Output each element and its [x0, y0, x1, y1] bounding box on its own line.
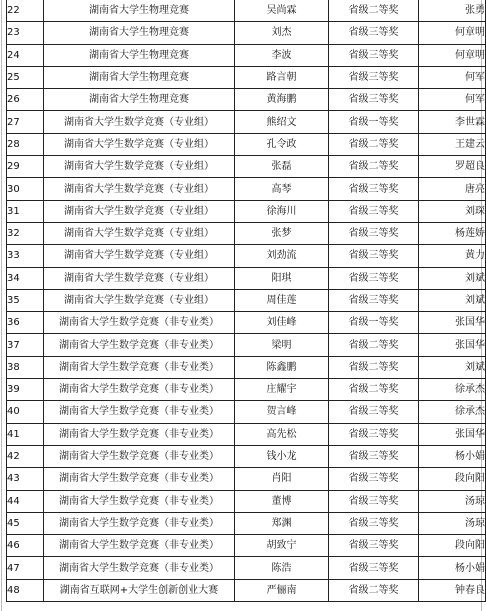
- row-number-cell: 44: [7, 490, 44, 512]
- award-level-cell: 省级二等奖: [329, 133, 419, 155]
- row-number-cell: 29: [7, 156, 44, 178]
- competition-name-cell: 湖南省大学生数学竞赛（专业组）: [44, 289, 235, 311]
- table-row: [7, 334, 486, 356]
- award-level-cell: 省级一等奖: [329, 111, 419, 133]
- student-name-cell: 肖阳: [235, 468, 329, 490]
- table-row: [7, 89, 486, 111]
- competition-name-cell: 湖南省大学生数学竞赛（非专业类）: [44, 423, 235, 445]
- student-name-cell: 梁明: [235, 334, 329, 356]
- table-row: [7, 356, 486, 378]
- row-number-cell: 27: [7, 111, 44, 133]
- student-name-cell: 周佳莲: [235, 289, 329, 311]
- advisor-name-cell: 杨莲娇: [419, 222, 486, 244]
- student-name-cell: 李波: [235, 44, 329, 66]
- competition-name-cell: 湖南省大学生数学竞赛（非专业类）: [44, 557, 235, 579]
- competition-name-cell: 湖南省大学生数学竞赛（非专业类）: [44, 356, 235, 378]
- student-name-cell: 黄海鹏: [235, 89, 329, 111]
- advisor-name-cell: 张国华: [419, 312, 486, 334]
- table-row: [7, 22, 486, 44]
- competition-name-cell: 湖南省大学生数学竞赛（非专业类）: [44, 512, 235, 534]
- award-level-cell: 省级一等奖: [329, 312, 419, 334]
- row-number-cell: 41: [7, 423, 44, 445]
- table-row: [7, 423, 486, 445]
- row-number-cell: 22: [7, 0, 44, 22]
- row-number-cell: 36: [7, 312, 44, 334]
- student-name-cell: 刘佳峰: [235, 312, 329, 334]
- competition-name-cell: 湖南省大学生数学竞赛（专业组）: [44, 133, 235, 155]
- award-level-cell: 省级三等奖: [329, 468, 419, 490]
- competition-name-cell: 湖南省大学生物理竞赛: [44, 0, 235, 22]
- row-number-cell: 37: [7, 334, 44, 356]
- advisor-name-cell: 何军: [419, 89, 486, 111]
- student-name-cell: 庄耀宇: [235, 379, 329, 401]
- award-level-cell: 省级三等奖: [329, 289, 419, 311]
- award-level-cell: 省级三等奖: [329, 445, 419, 467]
- award-level-cell: 省级三等奖: [329, 512, 419, 534]
- advisor-name-cell: 王建云: [419, 133, 486, 155]
- advisor-name-cell: 黄力: [419, 245, 486, 267]
- student-name-cell: 胡致宁: [235, 535, 329, 557]
- advisor-name-cell: 罗超良: [419, 156, 486, 178]
- table-row: [7, 535, 486, 557]
- table-row: [7, 557, 486, 579]
- table-row: [7, 66, 486, 88]
- student-name-cell: 高琴: [235, 178, 329, 200]
- row-number-cell: 28: [7, 133, 44, 155]
- advisor-name-cell: 刘斌: [419, 267, 486, 289]
- row-number-cell: 24: [7, 44, 44, 66]
- row-number-cell: 47: [7, 557, 44, 579]
- award-level-cell: 省级三等奖: [329, 200, 419, 222]
- advisor-name-cell: 段向阳: [419, 468, 486, 490]
- row-number-cell: 23: [7, 22, 44, 44]
- table-row: [7, 289, 486, 311]
- competition-name-cell: 湖南省大学生数学竞赛（非专业类）: [44, 445, 235, 467]
- advisor-name-cell: 钟春良: [419, 579, 486, 601]
- row-number-cell: 35: [7, 289, 44, 311]
- student-name-cell: 钱小龙: [235, 445, 329, 467]
- award-level-cell: 省级三等奖: [329, 401, 419, 423]
- awards-table-body: [7, 0, 486, 602]
- competition-name-cell: 湖南省大学生数学竞赛（非专业类）: [44, 468, 235, 490]
- student-name-cell: 孔令政: [235, 133, 329, 155]
- competition-name-cell: 湖南省大学生物理竞赛: [44, 89, 235, 111]
- student-name-cell: 熊绍文: [235, 111, 329, 133]
- row-number-cell: 39: [7, 379, 44, 401]
- award-level-cell: 省级三等奖: [329, 222, 419, 244]
- student-name-cell: 陈鑫鹏: [235, 356, 329, 378]
- table-row: [7, 222, 486, 244]
- competition-name-cell: 湖南省大学生数学竞赛（非专业类）: [44, 379, 235, 401]
- row-number-cell: 25: [7, 66, 44, 88]
- competition-name-cell: 湖南省大学生数学竞赛（非专业类）: [44, 334, 235, 356]
- student-name-cell: 张磊: [235, 156, 329, 178]
- advisor-name-cell: 刘斌: [419, 289, 486, 311]
- table-row: [7, 133, 486, 155]
- table-row: [7, 156, 486, 178]
- award-level-cell: 省级三等奖: [329, 22, 419, 44]
- advisor-name-cell: 张国华: [419, 334, 486, 356]
- award-level-cell: 省级三等奖: [329, 535, 419, 557]
- table-row: [7, 445, 486, 467]
- award-level-cell: 省级三等奖: [329, 245, 419, 267]
- row-number-cell: 31: [7, 200, 44, 222]
- table-row: [7, 579, 486, 601]
- row-number-cell: 46: [7, 535, 44, 557]
- student-name-cell: 张梦: [235, 222, 329, 244]
- row-number-cell: 30: [7, 178, 44, 200]
- advisor-name-cell: 段向阳: [419, 535, 486, 557]
- student-name-cell: 徐海川: [235, 200, 329, 222]
- table-row: [7, 312, 486, 334]
- row-number-cell: 33: [7, 245, 44, 267]
- award-level-cell: 省级三等奖: [329, 490, 419, 512]
- student-name-cell: 郑渊: [235, 512, 329, 534]
- competition-name-cell: 湖南省大学生数学竞赛（专业组）: [44, 156, 235, 178]
- competition-name-cell: 湖南省大学生数学竞赛（非专业类）: [44, 312, 235, 334]
- advisor-name-cell: 张国华: [419, 423, 486, 445]
- table-row: [7, 245, 486, 267]
- row-number-cell: 40: [7, 401, 44, 423]
- competition-name-cell: 湖南省大学生数学竞赛（专业组）: [44, 200, 235, 222]
- award-level-cell: 省级二等奖: [329, 356, 419, 378]
- competition-name-cell: 湖南省大学生数学竞赛（专业组）: [44, 267, 235, 289]
- row-number-cell: 43: [7, 468, 44, 490]
- awards-table: [6, 0, 486, 602]
- award-level-cell: 省级二等奖: [329, 379, 419, 401]
- student-name-cell: 陈浩: [235, 557, 329, 579]
- row-number-cell: 26: [7, 89, 44, 111]
- advisor-name-cell: 何军: [419, 66, 486, 88]
- competition-name-cell: 湖南省大学生数学竞赛（非专业类）: [44, 535, 235, 557]
- competition-name-cell: 湖南省大学生物理竞赛: [44, 22, 235, 44]
- row-number-cell: 48: [7, 579, 44, 601]
- award-level-cell: 省级三等奖: [329, 423, 419, 445]
- award-level-cell: 省级三等奖: [329, 267, 419, 289]
- competition-name-cell: 湖南省大学生数学竞赛（非专业类）: [44, 401, 235, 423]
- advisor-name-cell: 汤琼: [419, 490, 486, 512]
- advisor-name-cell: 张勇: [419, 0, 486, 22]
- award-level-cell: 省级三等奖: [329, 89, 419, 111]
- student-name-cell: 高先松: [235, 423, 329, 445]
- advisor-name-cell: 李世霖: [419, 111, 486, 133]
- award-level-cell: 省级三等奖: [329, 178, 419, 200]
- advisor-name-cell: 唐亮: [419, 178, 486, 200]
- page-left-edge: [1, 0, 2, 611]
- advisor-name-cell: 何章明: [419, 44, 486, 66]
- table-row: [7, 401, 486, 423]
- student-name-cell: 董博: [235, 490, 329, 512]
- advisor-name-cell: 汤琼: [419, 512, 486, 534]
- table-row: [7, 111, 486, 133]
- advisor-name-cell: 刘斌: [419, 356, 486, 378]
- student-name-cell: 贺言峰: [235, 401, 329, 423]
- table-row: [7, 44, 486, 66]
- advisor-name-cell: 杨小娟: [419, 557, 486, 579]
- student-name-cell: 阳琪: [235, 267, 329, 289]
- row-number-cell: 32: [7, 222, 44, 244]
- competition-name-cell: 湖南省大学生数学竞赛（非专业类）: [44, 490, 235, 512]
- table-row: [7, 512, 486, 534]
- table-row: [7, 178, 486, 200]
- student-name-cell: 路言朝: [235, 66, 329, 88]
- table-row: [7, 267, 486, 289]
- competition-name-cell: 湖南省大学生数学竞赛（专业组）: [44, 222, 235, 244]
- student-name-cell: 刘劲流: [235, 245, 329, 267]
- advisor-name-cell: 徐承杰: [419, 379, 486, 401]
- table-row: [7, 468, 486, 490]
- award-level-cell: 省级三等奖: [329, 44, 419, 66]
- award-level-cell: 省级二等奖: [329, 156, 419, 178]
- award-level-cell: 省级二等奖: [329, 579, 419, 601]
- advisor-name-cell: 徐承杰: [419, 401, 486, 423]
- award-level-cell: 省级三等奖: [329, 66, 419, 88]
- advisor-name-cell: 刘琛: [419, 200, 486, 222]
- row-number-cell: 45: [7, 512, 44, 534]
- competition-name-cell: 湖南省大学生数学竞赛（专业组）: [44, 111, 235, 133]
- table-row: [7, 490, 486, 512]
- competition-name-cell: 湖南省大学生物理竞赛: [44, 66, 235, 88]
- competition-name-cell: 湖南省大学生数学竞赛（专业组）: [44, 245, 235, 267]
- award-level-cell: 省级二等奖: [329, 334, 419, 356]
- competition-name-cell: 湖南省大学生物理竞赛: [44, 44, 235, 66]
- table-row: [7, 200, 486, 222]
- table-row: [7, 0, 486, 22]
- row-number-cell: 42: [7, 445, 44, 467]
- competition-name-cell: 湖南省大学生数学竞赛（专业组）: [44, 178, 235, 200]
- student-name-cell: 刘杰: [235, 22, 329, 44]
- award-level-cell: 省级二等奖: [329, 0, 419, 22]
- competition-name-cell: 湖南省互联网+大学生创新创业大赛: [44, 579, 235, 601]
- table-row: [7, 379, 486, 401]
- student-name-cell: 吴尚霖: [235, 0, 329, 22]
- row-number-cell: 38: [7, 356, 44, 378]
- student-name-cell: 严俪南: [235, 579, 329, 601]
- advisor-name-cell: 何章明: [419, 22, 486, 44]
- award-level-cell: 省级三等奖: [329, 557, 419, 579]
- row-number-cell: 34: [7, 267, 44, 289]
- advisor-name-cell: 杨小娟: [419, 445, 486, 467]
